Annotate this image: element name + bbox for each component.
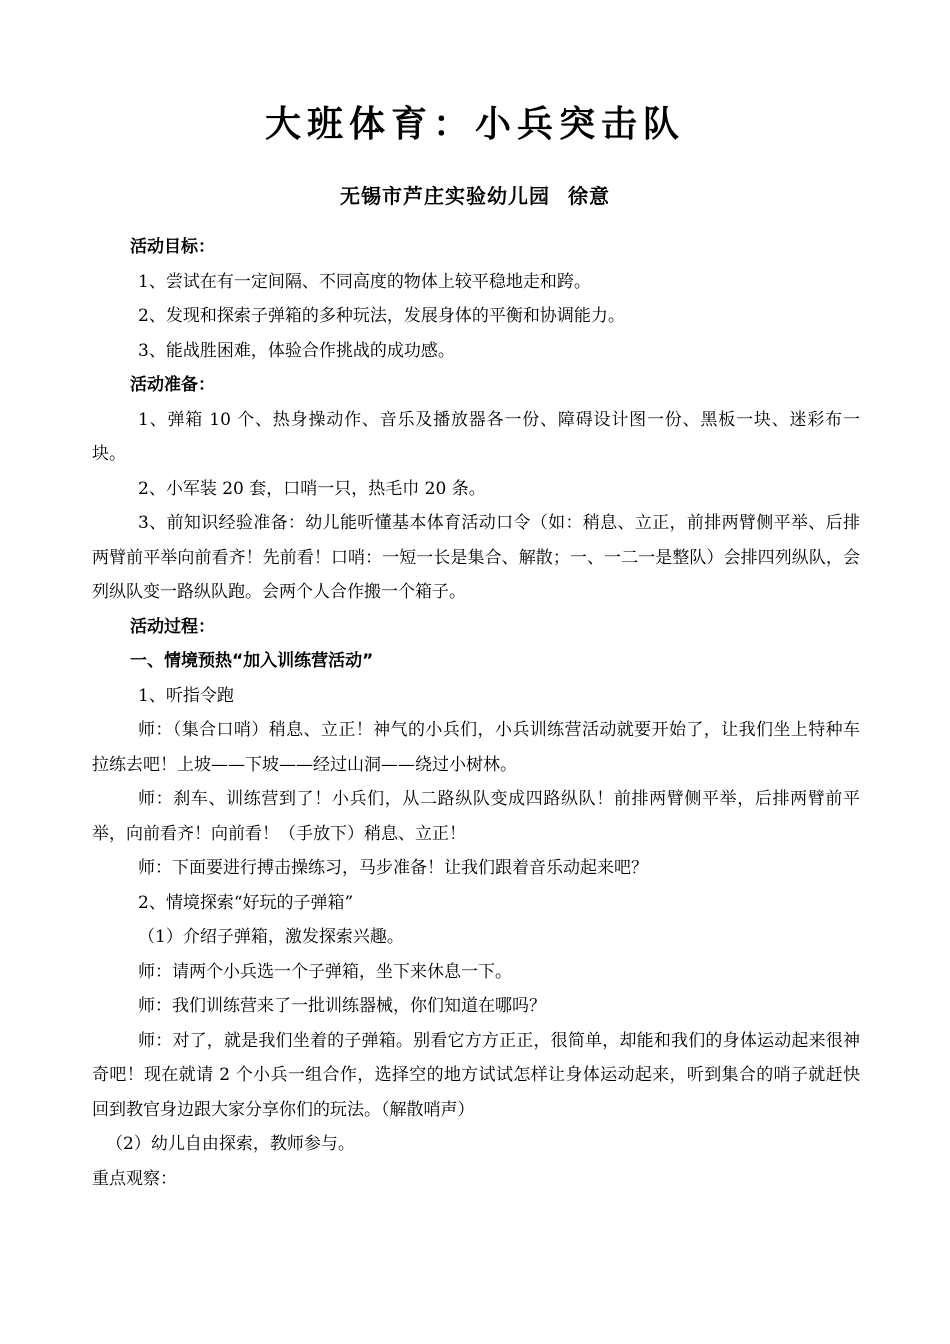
teacher-line: 师：刹车、训练营到了！小兵们，从二路纵队变成四路纵队！前排两臂侧平举，后排两臂前平举，向前看齐！向前看！（手放下）稍息、立正！ xyxy=(92,789,860,844)
organization-name: 无锡市芦庄实验幼儿园 xyxy=(340,184,550,208)
goal-item: 2、发现和探索子弹箱的多种玩法，发展身体的平衡和协调能力。 xyxy=(138,306,625,326)
step-item: （1）介绍子弹箱，激发探索兴趣。 xyxy=(138,927,404,947)
step-heading: 一、情境预热“加入训练营活动” xyxy=(130,651,374,671)
preparation-item: 3、前知识经验准备：幼儿能听懂基本体育活动口令（如：稍息、立正，前排两臂侧平举、后排两臂前平举向前看齐！先前看！口哨：一短一长是集合、解散；一、一二一是整队）会排四列纵队，会列纵队变一路纵队跑。会两个人合作搬一个箱子。 xyxy=(92,513,860,602)
document-title: 大班体育：小兵突击队 xyxy=(264,103,685,145)
focus-label: 重点观察： xyxy=(92,1168,177,1189)
document-subtitle xyxy=(0,180,950,212)
teacher-line: 师：请两个小兵选一个子弹箱，坐下来休息一下。 xyxy=(138,961,512,982)
section-heading-goals: 活动目标： xyxy=(130,237,215,257)
teacher-line: 师：我们训练营来了一批训练器械，你们知道在哪吗？ xyxy=(138,996,546,1016)
teacher-line: 师：（集合口哨）稍息、立正！神气的小兵们，小兵训练营活动就要开始了，让我们坐上特种车拉练去吧！上坡——下坡——经过山洞——绕过小树林。 xyxy=(92,720,860,775)
section-heading-process: 活动过程： xyxy=(130,616,215,637)
section-heading-preparation: 活动准备： xyxy=(130,375,215,395)
goal-item: 3、能战胜困难，体验合作挑战的成功感。 xyxy=(138,340,455,361)
step-item: （2）幼儿自由探索，教师参与。 xyxy=(106,1134,355,1154)
goal-item: 1、尝试在有一定间隔、不同高度的物体上较平稳地走和跨。 xyxy=(138,271,591,292)
preparation-item: 1、弹箱 10 个、热身操动作、音乐及播放器各一份、障碍设计图一份、黑板一块、迷彩布一块。 xyxy=(92,409,860,464)
step-subheading: 2、情境探索“好玩的子弹箱” xyxy=(138,892,354,913)
document-body xyxy=(92,230,860,1196)
step-subheading: 1、听指令跑 xyxy=(138,685,234,706)
teacher-line: 师：对了，就是我们坐着的子弹箱。别看它方方正正，很简单，却能和我们的身体运动起来很神奇吧！现在就请 2 个小兵一组合作，选择空的地方试试怎样让身体运动起来，听到集合的哨子就赶快回到教官身边跟大家分享你们的玩法。（解散哨声） xyxy=(92,1030,860,1120)
preparation-item: 2、小军装 20 套，口哨一只，热毛巾 20 条。 xyxy=(138,478,486,499)
author-name: 徐意 xyxy=(568,184,610,208)
teacher-line: 师：下面要进行搏击操练习，马步准备！让我们跟着音乐动起来吧？ xyxy=(138,858,648,878)
